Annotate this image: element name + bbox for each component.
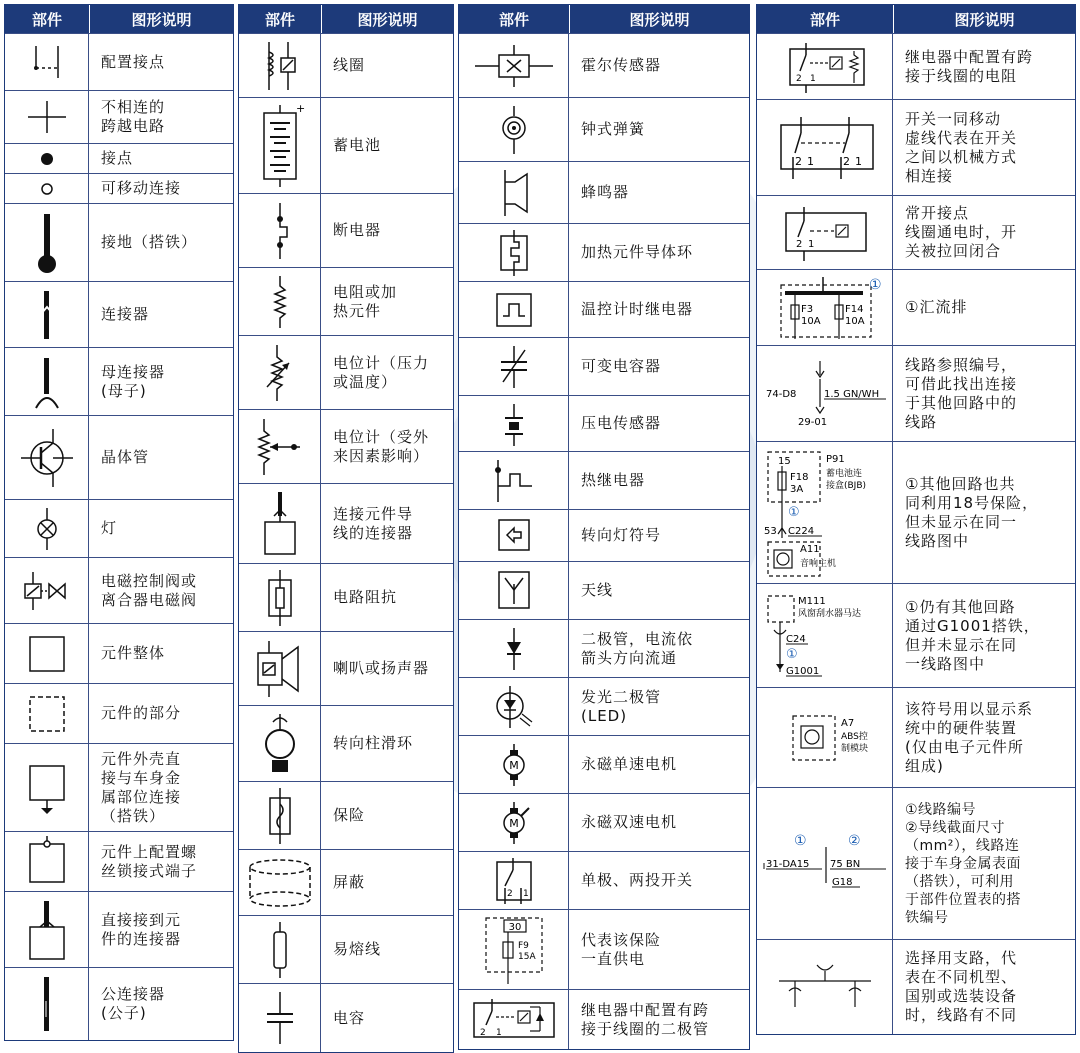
legend-label: 接地（搭铁） [101, 233, 198, 251]
column-header [239, 5, 453, 33]
fuse-f3-rating: 10A [800, 315, 821, 327]
legend-row [5, 281, 233, 347]
solenoid-valve-icon [5, 558, 89, 623]
wire-number-icon [757, 788, 893, 939]
legend-label: 接点 [101, 149, 134, 167]
legend-row [757, 787, 1075, 939]
ref-code-bottom: 29-01 [797, 416, 827, 428]
legend-label: 发光二极管 (LED) [581, 687, 662, 725]
legend-row [459, 561, 749, 619]
legend-row [459, 451, 749, 509]
legend-row [459, 793, 749, 851]
marker-2: ② [847, 832, 861, 849]
legend-row [5, 743, 233, 831]
svg-text:2: 2 [795, 238, 802, 250]
legend-row [757, 269, 1075, 345]
legend-label: 母连接器 (母子) [101, 362, 166, 400]
column-header [757, 5, 1075, 33]
legend-row [239, 781, 453, 849]
header-part: 部件 [757, 5, 894, 33]
legend-label: 继电器中配置有跨 接于线圈的电阻 [905, 47, 1034, 85]
thermo-timer-relay-icon [459, 282, 569, 337]
legend-label: 电位计（压力 或温度） [333, 353, 430, 391]
marker-1: ① [793, 832, 807, 849]
legend-label: 常开接点 线圈通电时，开 关被拉回闭合 [905, 204, 1018, 260]
legend-row [239, 915, 453, 983]
legend-row [239, 983, 453, 1052]
svg-text:2: 2 [842, 154, 850, 168]
hardware-device-icon [757, 688, 893, 787]
svg-text:2: 2 [795, 73, 802, 84]
fuse-f14-id: F14 [844, 303, 863, 315]
module-name-2: 制模块 [840, 743, 868, 754]
transistor-icon [5, 416, 89, 499]
legend-row [459, 735, 749, 793]
svg-text:1: 1 [522, 888, 529, 899]
legend-label: 转向柱滑环 [333, 734, 414, 752]
clock-spring-coil-icon [459, 98, 569, 161]
turn-signal-icon [459, 510, 569, 561]
connector-id: C224 [787, 525, 814, 537]
buzzer-icon [459, 162, 569, 223]
clock-spring-icon [239, 706, 321, 781]
junction-box-id: P91 [825, 453, 845, 465]
legend-label: 代表该保险 一直供电 [581, 930, 662, 968]
shared-fuse-icon [757, 442, 893, 583]
legend-row [459, 337, 749, 395]
legend-row [459, 851, 749, 909]
legend-label: 开关一同移动 虚线代表在开关 之间以机械方式 相连接 [905, 109, 1018, 185]
svg-text:1: 1 [809, 73, 816, 84]
legend-label: 线路参照编号， 可借此找出连接 于其他回路中的 线路 [905, 355, 1018, 431]
lamp-icon [5, 500, 89, 557]
module-id: A7 [840, 717, 854, 729]
header-part: 部件 [239, 5, 322, 33]
legend-row [239, 193, 453, 267]
header-part: 部件 [459, 5, 570, 33]
legend-label: 喇叭或扬声器 [333, 659, 430, 677]
legend-label: 永磁单速电机 [581, 755, 678, 773]
legend-row [239, 267, 453, 335]
legend-label: 元件的部分 [101, 704, 182, 722]
legend-label: 不相连的 跨越电路 [101, 98, 166, 135]
legend-label: 晶体管 [101, 448, 150, 466]
svg-text:2: 2 [794, 154, 802, 168]
legend-row [459, 281, 749, 337]
fuse-f14-rating: 10A [844, 315, 865, 327]
legend-label: 连接元件导 线的连接器 [333, 504, 414, 542]
component-lead-connector-icon [239, 484, 321, 563]
legend-label: ①仍有其他回路 通过G1001搭铁， 但并未显示在同 一线路图中 [905, 597, 1040, 673]
legend-label: 转向灯符号 [581, 526, 662, 544]
legend-row [239, 335, 453, 409]
legend-row [239, 631, 453, 705]
battery-icon [239, 98, 321, 193]
legend-label: 钟式弹簧 [581, 120, 646, 138]
legend-row [459, 223, 749, 281]
header-description: 图形说明 [357, 10, 418, 29]
legend-column-4 [756, 4, 1076, 1035]
legend-label: 电路阻抗 [333, 588, 398, 606]
direct-connector-icon [5, 892, 89, 967]
legend-row [5, 683, 233, 743]
ground-id: G1001 [785, 665, 819, 677]
legend-row [5, 831, 233, 891]
legend-row [5, 415, 233, 499]
junction-box-name-1: 蓄电池连 [825, 468, 862, 479]
svg-text:M: M [508, 758, 519, 772]
relay-diode-icon [459, 990, 569, 1049]
legend-row [459, 395, 749, 451]
legend-label: 电阻或加 热元件 [333, 282, 398, 320]
legend-row [5, 173, 233, 203]
svg-text:2: 2 [506, 888, 513, 899]
legend-row [757, 33, 1075, 99]
optional-branch-icon [757, 940, 893, 1034]
legend-label: 二极管，电流依 箭头方向流通 [581, 629, 694, 667]
legend-row [459, 677, 749, 735]
marker-1: ① [787, 504, 800, 520]
female-connector-icon [5, 348, 89, 415]
legend-row [459, 33, 749, 97]
legend-row [239, 563, 453, 631]
capacitor-icon [239, 984, 321, 1052]
shared-ground-icon [757, 584, 893, 687]
header-description: 图形说明 [629, 10, 690, 29]
legend-label: ①汇流排 [905, 298, 968, 316]
legend-row [5, 33, 233, 90]
legend-label: 热继电器 [581, 471, 646, 489]
hall-sensor-icon [459, 34, 569, 97]
svg-text:1: 1 [854, 154, 862, 168]
ground-icon [5, 204, 89, 281]
fuse-circuit-number: 30 [508, 921, 521, 933]
relay-resistor-icon [757, 34, 893, 99]
legend-label: 连接器 [101, 305, 150, 323]
legend-label: 屏蔽 [333, 873, 366, 891]
legend-row [5, 623, 233, 683]
legend-row [757, 687, 1075, 787]
legend-label: 公连接器 (公子) [101, 985, 166, 1022]
legend-row [757, 195, 1075, 269]
antenna-icon [459, 562, 569, 619]
motor-single-icon [459, 736, 569, 793]
fuse-f3-id: F3 [800, 303, 813, 315]
legend-label: 单极、两投开关 [581, 871, 694, 889]
shield-icon [239, 850, 321, 915]
legend-row [5, 967, 233, 1040]
legend-label: 直接接到元 件的连接器 [101, 910, 182, 948]
speaker-icon [239, 632, 321, 705]
ground-id: G18 [831, 876, 852, 888]
motor-id: M111 [797, 595, 826, 607]
connector-icon [5, 282, 89, 347]
legend-row [459, 619, 749, 677]
legend-label: 元件外壳直 接与车身金 属部位连接 （搭铁） [101, 749, 182, 825]
piezo-sensor-icon [459, 396, 569, 451]
legend-label: 加热元件导体环 [581, 243, 694, 261]
legend-label: 元件整体 [101, 644, 166, 662]
svg-text:2: 2 [479, 1027, 486, 1038]
ref-code-left: 74-D8 [765, 388, 796, 400]
circuit-reference-icon [757, 346, 893, 441]
contact-config-icon [5, 34, 89, 90]
header-part: 部件 [5, 5, 90, 33]
legend-label: 电位计（受外 来因素影响） [333, 427, 430, 465]
svg-text:M: M [508, 816, 519, 830]
wire-gauge: 75 BN [829, 858, 860, 870]
led-icon [459, 678, 569, 735]
male-connector-icon [5, 968, 89, 1040]
header-description: 图形说明 [954, 10, 1015, 29]
heating-ring-icon [459, 224, 569, 281]
legend-label: ①线路编号 ②导线截面尺寸 （mm²），线路连 接于车身金属表面 （搭铁），可利用 于部件位置表的搭 铁编号 [905, 801, 1021, 926]
legend-label: 压电传感器 [581, 414, 662, 432]
svg-text:+: + [295, 102, 305, 115]
fuse-f18-rating: 3A [789, 483, 803, 495]
legend-label: 电磁控制阀或 离合器电磁阀 [101, 571, 198, 609]
legend-row [459, 909, 749, 989]
circuit-impedance-icon [239, 564, 321, 631]
crossing-wires-icon [5, 91, 89, 143]
legend-column-2 [238, 4, 454, 1053]
legend-label: 易熔线 [333, 940, 382, 958]
legend-row [757, 345, 1075, 441]
svg-text:1: 1 [495, 1027, 502, 1038]
variable-capacitor-icon [459, 338, 569, 395]
legend-column-3 [458, 4, 750, 1050]
legend-label: 灯 [101, 519, 118, 537]
legend-label: 选择用支路，代 表在不同机型、 国别或选装设备 时，线路有不同 [905, 949, 1018, 1024]
svg-text:1: 1 [807, 238, 814, 250]
spdt-switch-icon [459, 852, 569, 909]
module-id: A11 [799, 543, 820, 555]
legend-row [459, 509, 749, 561]
legend-label: 配置接点 [101, 52, 166, 71]
resistor-icon [239, 268, 321, 335]
legend-label: ①其他回路也共 同利用18号保险， 但未显示在同一 线路图中 [905, 474, 1039, 550]
legend-label: 蓄电池 [333, 136, 382, 154]
legend-row [5, 499, 233, 557]
legend-row [5, 891, 233, 967]
legend-row [5, 203, 233, 281]
legend-label: 永磁双速电机 [581, 813, 678, 831]
fuse-id: F9 [517, 940, 529, 951]
legend-row [459, 97, 749, 161]
movable-connection-icon [5, 174, 89, 203]
connector-id: C24 [785, 633, 806, 645]
legend-label: 霍尔传感器 [581, 56, 662, 74]
wire-number: 31-DA15 [765, 858, 809, 870]
busbar-icon [757, 270, 893, 345]
screw-terminal-icon [5, 832, 89, 891]
coil-icon [239, 34, 321, 97]
pin-number: 53 [763, 525, 777, 537]
legend-row [239, 409, 453, 483]
legend-label: 天线 [581, 581, 614, 599]
legend-label: 保险 [333, 806, 366, 824]
legend-column-1 [4, 4, 234, 1041]
marker-1: ① [785, 646, 798, 662]
legend-row [239, 705, 453, 781]
fuse-circuit-number: 15 [777, 455, 791, 467]
junction-box-name-2: 接盒(BJB) [825, 480, 866, 491]
legend-label: 继电器中配置有跨 接于线圈的二极管 [581, 1000, 710, 1038]
component-part-icon [5, 684, 89, 743]
legend-row [239, 33, 453, 97]
legend-label: 电容 [333, 1008, 366, 1027]
fusible-link-icon [239, 916, 321, 983]
fuse-icon [239, 782, 321, 849]
diode-icon [459, 620, 569, 677]
legend-row [459, 989, 749, 1049]
module-name-1: ABS控 [840, 731, 868, 742]
legend-label: 蜂鸣器 [581, 183, 630, 201]
legend-label: 温控计时继电器 [581, 300, 694, 318]
legend-label: 断电器 [333, 221, 382, 239]
potentiometer-external-icon [239, 410, 321, 483]
normally-open-icon [757, 196, 893, 269]
wire-spec: 1.5 GN/WH [823, 388, 879, 400]
legend-row [5, 143, 233, 173]
legend-label: 元件上配置螺 丝锁接式端子 [101, 842, 198, 880]
legend-row [239, 97, 453, 193]
legend-row [5, 557, 233, 623]
column-header [459, 5, 749, 33]
legend-label: 线圈 [333, 56, 366, 74]
marker-1: ① [868, 276, 882, 293]
case-ground-icon [5, 744, 89, 831]
junction-dot-icon [5, 144, 89, 173]
legend-row [239, 483, 453, 563]
legend-row [757, 441, 1075, 583]
motor-dual-icon [459, 794, 569, 851]
header-description: 图形说明 [131, 10, 192, 29]
legend-label: 该符号用以显示系 统中的硬件装置 (仅由电子元件所 组成) [905, 699, 1034, 775]
fuse-f18-id: F18 [789, 471, 808, 483]
legend-row [5, 347, 233, 415]
circuit-breaker-icon [239, 194, 321, 267]
module-name: 音响主机 [799, 558, 836, 569]
ganged-switch-icon [757, 100, 893, 195]
legend-row [459, 161, 749, 223]
legend-row [757, 99, 1075, 195]
potentiometer-icon [239, 336, 321, 409]
legend-row [239, 849, 453, 915]
legend-label: 可移动连接 [101, 179, 182, 197]
svg-text:1: 1 [806, 154, 814, 168]
fuse-rating: 15A [517, 951, 536, 962]
legend-label: 可变电容器 [581, 357, 662, 375]
component-whole-icon [5, 624, 89, 683]
always-hot-fuse-icon [459, 910, 569, 989]
legend-row [757, 939, 1075, 1034]
column-header [5, 5, 233, 33]
thermal-relay-icon [459, 452, 569, 509]
motor-name: 风窗刮水器马达 [797, 608, 861, 619]
legend-row [757, 583, 1075, 687]
legend-row [5, 90, 233, 143]
